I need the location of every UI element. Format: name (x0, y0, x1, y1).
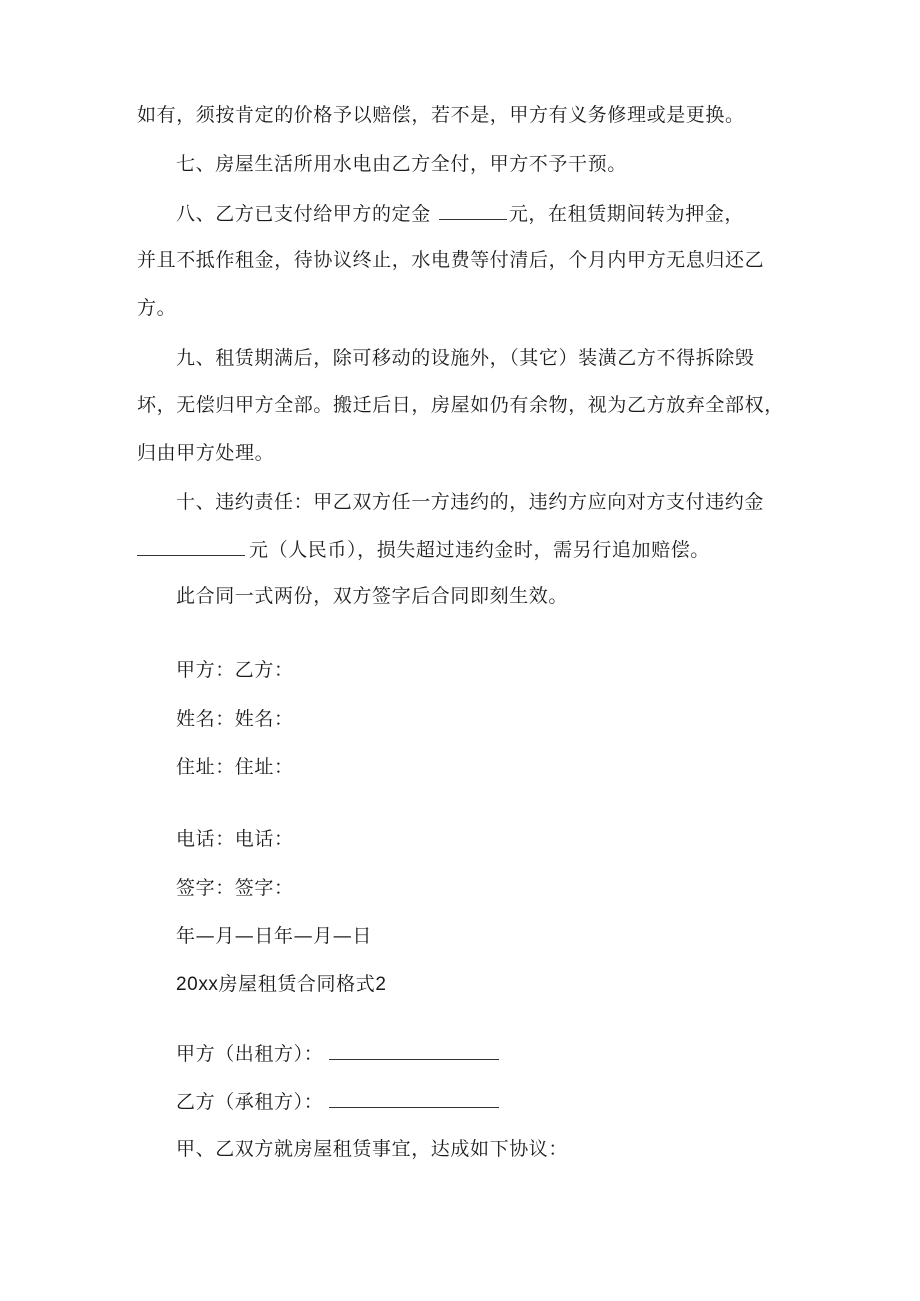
deposit-blank (439, 201, 507, 220)
clause-7: 七、房屋生活所用水电由乙方全付，甲方不予干预。 (176, 153, 627, 175)
signature-party: 甲方：乙方： (176, 659, 294, 681)
clause-10-text-after: 元（人民币），损失超过违约金时，需另行追加赔偿。 (249, 539, 710, 561)
lessee-line (176, 1089, 499, 1114)
clause-9: 九、租赁期满后，除可移动的设施外，（其它）装潢乙方不得拆除毁 (176, 347, 755, 369)
clause-8-text-after: 元，在租赁期间转为押金， (508, 203, 745, 225)
section-heading: 20xx房屋租赁合同格式2 (176, 974, 387, 995)
lessor-line (176, 1041, 499, 1066)
signature-phone: 电话：电话： (176, 828, 294, 850)
paragraph-line (137, 537, 710, 562)
clause-8-text-before: 八、乙方已支付给甲方的定金 (176, 203, 431, 225)
paragraph-line: 归由甲方处理。 (137, 442, 275, 464)
penalty-blank (137, 537, 245, 556)
paragraph-line: 方。 (137, 297, 177, 319)
paragraph-line: 如有，须按肯定的价格予以赔偿，若不是，甲方有义务修理或是更换。 (137, 104, 745, 126)
lessor-blank (329, 1041, 499, 1060)
effective-clause: 此合同一式两份，双方签字后合同即刻生效。 (176, 585, 569, 607)
signature-date: 年—月—日年—月—日 (176, 925, 373, 947)
signature-sign: 签字：签字： (176, 877, 294, 899)
clause-10: 十、违约责任：甲乙双方任一方违约的，违约方应向对方支付违约金 (176, 491, 765, 513)
paragraph-line: 坏，无偿归甲方全部。搬迁后日，房屋如仍有余物，视为乙方放弃全部权， (137, 394, 784, 416)
lessee-blank (329, 1089, 499, 1108)
signature-name: 姓名：姓名： (176, 708, 294, 730)
lessor-label: 甲方（出租方）： (176, 1043, 324, 1065)
clause-8 (176, 201, 744, 226)
lessee-label: 乙方（承租方）： (176, 1091, 324, 1113)
signature-address: 住址：住址： (176, 756, 294, 778)
paragraph-line: 并且不抵作租金，待协议终止，水电费等付清后，个月内甲方无息归还乙 (137, 249, 765, 271)
agreement-intro: 甲、乙双方就房屋租赁事宜，达成如下协议： (176, 1138, 569, 1160)
